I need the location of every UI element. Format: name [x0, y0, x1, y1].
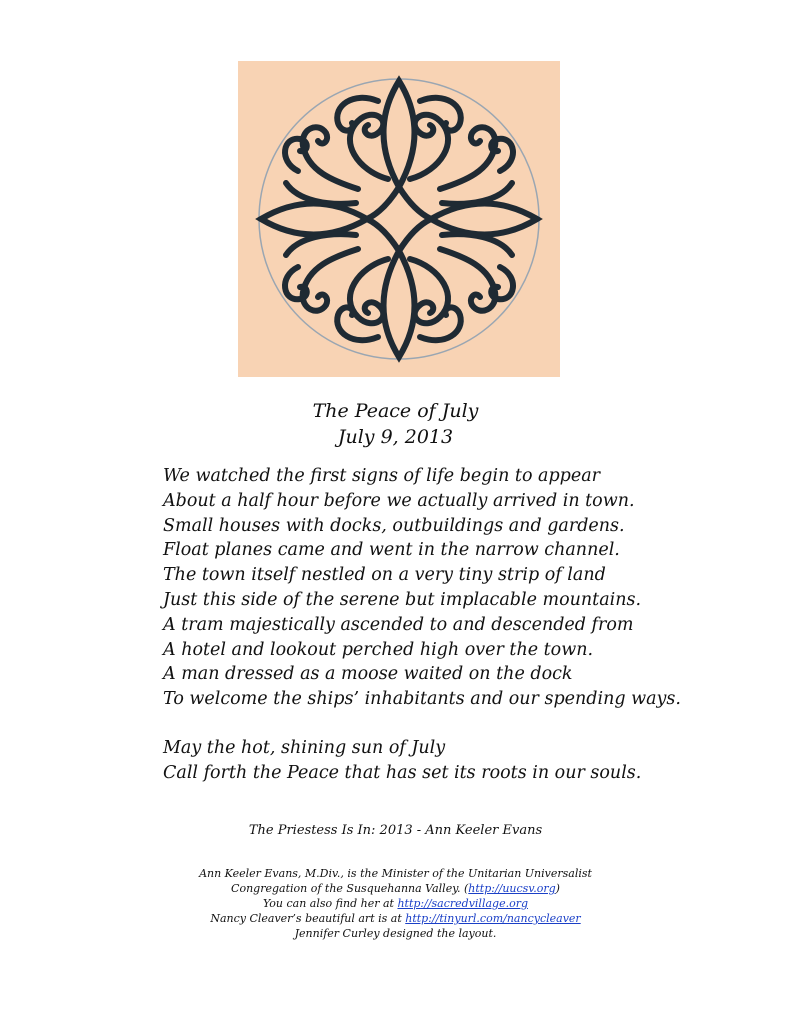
bio-line-3: [0, 896, 791, 911]
poem-line: Just this side of the serene but implacable mountains.: [163, 589, 642, 610]
poem-line: Call forth the Peace that has set its roots in our souls.: [163, 762, 642, 783]
poem-line: About a half hour before we actually arrived in town.: [163, 490, 635, 511]
poem-line: The town itself nestled on a very tiny strip of land: [163, 565, 606, 586]
nancycleaver-link[interactable]: http://tinyurl.com/nancycleaver: [405, 912, 581, 925]
stanza-1: [163, 464, 763, 712]
stanza-2: [163, 736, 763, 786]
poem-line: A tram majestically ascended to and descended from: [163, 614, 634, 635]
bio-line-5: Jennifer Curley designed the layout.: [294, 927, 497, 940]
poem-line: To welcome the ships’ inhabitants and our spending ways.: [163, 689, 681, 710]
uucsv-link[interactable]: http://uucsv.org: [468, 882, 556, 895]
bio-line-2-suffix: ): [555, 882, 560, 895]
bio-line-4-prefix: Nancy Cleaver’s beautiful art is at: [210, 912, 406, 925]
poem-date: July 9, 2013: [337, 426, 454, 448]
poem-line: May the hot, shining sun of July: [163, 737, 446, 758]
poem-line: We watched the first signs of life begin to appear: [163, 466, 601, 486]
sacredvillage-link[interactable]: http://sacredvillage.org: [397, 897, 528, 910]
bio-line-1: Ann Keeler Evans, M.Div., is the Minister of the Unitarian Universalist: [199, 867, 592, 880]
poem-line: A man dressed as a moose waited on the dock: [163, 664, 573, 685]
mandala-artwork: [238, 61, 560, 377]
poem-title: The Peace of July: [312, 400, 479, 422]
bio-line-2-prefix: Congregation of the Susquehanna Valley. (: [231, 882, 469, 895]
author-bio: [0, 866, 791, 941]
poem-body: [163, 464, 763, 786]
poem-line: Float planes came and went in the narrow channel.: [163, 540, 620, 561]
poem-line: Small houses with docks, outbuildings and gardens.: [163, 515, 625, 536]
bio-line-2: [0, 881, 791, 896]
bio-line-4: [0, 911, 791, 926]
mandala-drawing: [238, 61, 560, 377]
poem-heading: [0, 398, 791, 450]
poem-line: A hotel and lookout perched high over the town.: [163, 639, 594, 660]
bio-line-3-prefix: You can also find her at: [263, 897, 398, 910]
credit-line: The Priestess Is In: 2013 - Ann Keeler Evans: [248, 823, 543, 838]
